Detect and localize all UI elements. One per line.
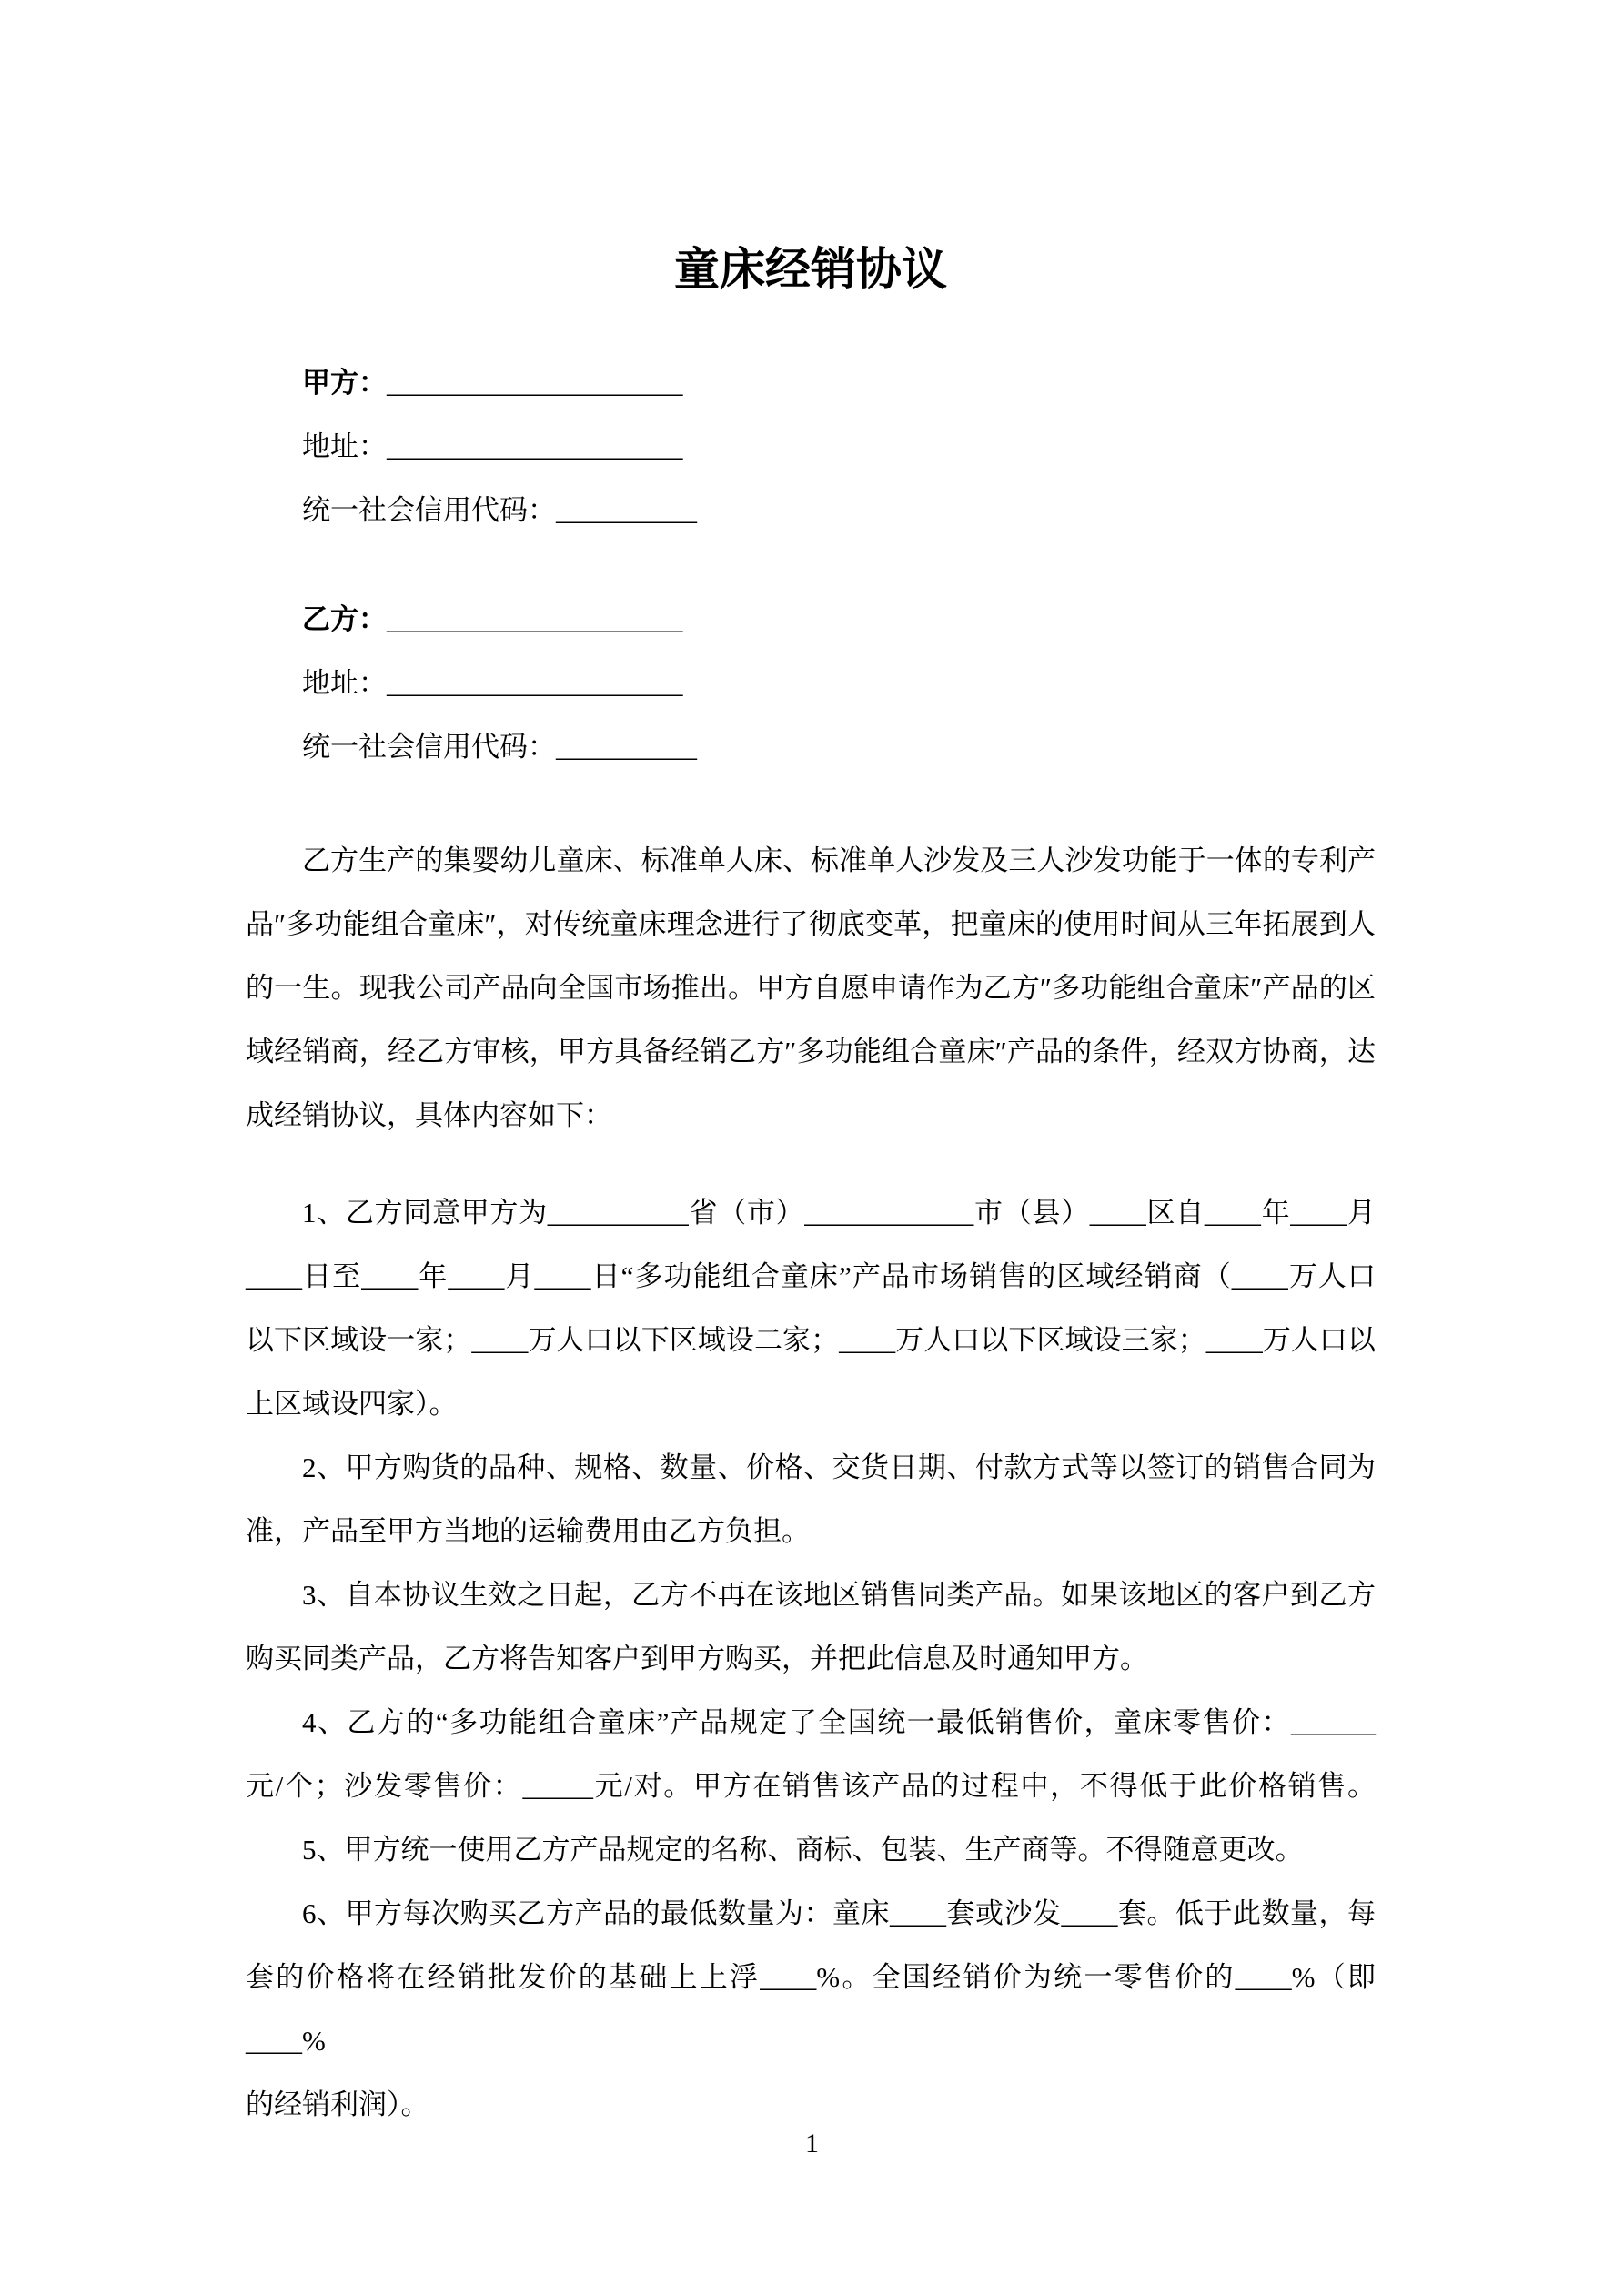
clause-2: [246, 1436, 1376, 1563]
party-a-name-blank: _____________________: [387, 367, 683, 399]
party-a-block: [246, 351, 1376, 542]
party-b-name-line: [246, 588, 1376, 652]
clause-4: [246, 1691, 1376, 1818]
text-line: 套的价格将在经销批发价的基础上上浮____%。全国经销价为统一零售价的____%（即____%: [246, 1961, 1376, 2057]
party-a-name-line: [246, 351, 1376, 415]
text-line: 的经销利润）。: [246, 2089, 429, 2120]
text-line: 域经销商，经乙方审核，甲方具备经销乙方″多功能组合童床″产品的条件，经双方协商，达: [246, 1036, 1376, 1067]
party-b-address-label: 地址：: [302, 667, 387, 699]
text-line: 品″多功能组合童床″，对传统童床理念进行了彻底变革，把童床的使用时间从三年拓展到人: [246, 908, 1376, 940]
text-line: 准，产品至甲方当地的运输费用由乙方负担。: [246, 1515, 810, 1547]
party-a-credit-line: [246, 479, 1376, 542]
text-line: 上区域设四家）。: [246, 1388, 458, 1420]
party-a-address-label: 地址：: [302, 430, 387, 462]
party-a-credit-label: 统一社会信用代码：: [302, 494, 556, 526]
text-line: ____日至____年____月____日“多功能组合童床”产品市场销售的区域经销商（____万人口: [246, 1260, 1376, 1292]
text-line: 的一生。现我公司产品向全国市场推出。甲方自愿申请作为乙方″多功能组合童床″产品的区: [246, 972, 1376, 1004]
text-line: 成经销协议，具体内容如下：: [246, 1099, 612, 1131]
text-line: 乙方生产的集婴幼儿童床、标准单人床、标准单人沙发及三人沙发功能于一体的专利产: [302, 845, 1376, 876]
text-line: 6、甲方每次购买乙方产品的最低数量为：童床____套或沙发____套。低于此数量，每: [302, 1897, 1376, 1929]
clause-1: [246, 1181, 1376, 1436]
text-line: 以下区域设一家；____万人口以下区域设二家；____万人口以下区域设三家；____万人口以: [246, 1324, 1376, 1356]
party-b-address-line: [246, 652, 1376, 715]
party-a-credit-blank: __________: [556, 494, 697, 526]
text-line: 5、甲方统一使用乙方产品规定的名称、商标、包装、生产商等。不得随意更改。: [302, 1834, 1304, 1866]
intro-paragraph: [246, 829, 1376, 1148]
page-number: 1: [805, 2129, 819, 2159]
party-b-credit-blank: __________: [556, 731, 697, 763]
party-b-label: 乙方：: [302, 603, 387, 635]
party-b-name-blank: _____________________: [387, 603, 683, 635]
clause-3: [246, 1563, 1376, 1691]
party-a-address-blank: _____________________: [387, 430, 683, 462]
party-a-label: 甲方：: [302, 367, 387, 399]
party-b-credit-line: [246, 715, 1376, 779]
document-title: 童床经销协议: [674, 244, 947, 295]
party-a-address-line: [246, 415, 1376, 479]
party-b-credit-label: 统一社会信用代码：: [302, 731, 556, 763]
text-line: 购买同类产品，乙方将告知客户到甲方购买，并把此信息及时通知甲方。: [246, 1643, 1148, 1674]
text-line: 4、乙方的“多功能组合童床”产品规定了全国统一最低销售价，童床零售价：______: [302, 1706, 1376, 1738]
text-line: 3、自本协议生效之日起，乙方不再在该地区销售同类产品。如果该地区的客户到乙方: [302, 1579, 1376, 1611]
clause-6: [246, 1882, 1376, 2137]
clause-5: [246, 1818, 1376, 1882]
text-line: 1、乙方同意甲方为__________省（市）____________市（县）____区自____年____月: [302, 1197, 1376, 1229]
text-line: 元/个；沙发零售价：_____元/对。甲方在销售该产品的过程中，不得低于此价格销售。: [246, 1770, 1376, 1802]
text-line: 2、甲方购货的品种、规格、数量、价格、交货日期、付款方式等以签订的销售合同为: [302, 1451, 1376, 1483]
party-b-block: [246, 588, 1376, 779]
party-b-address-blank: _____________________: [387, 667, 683, 699]
